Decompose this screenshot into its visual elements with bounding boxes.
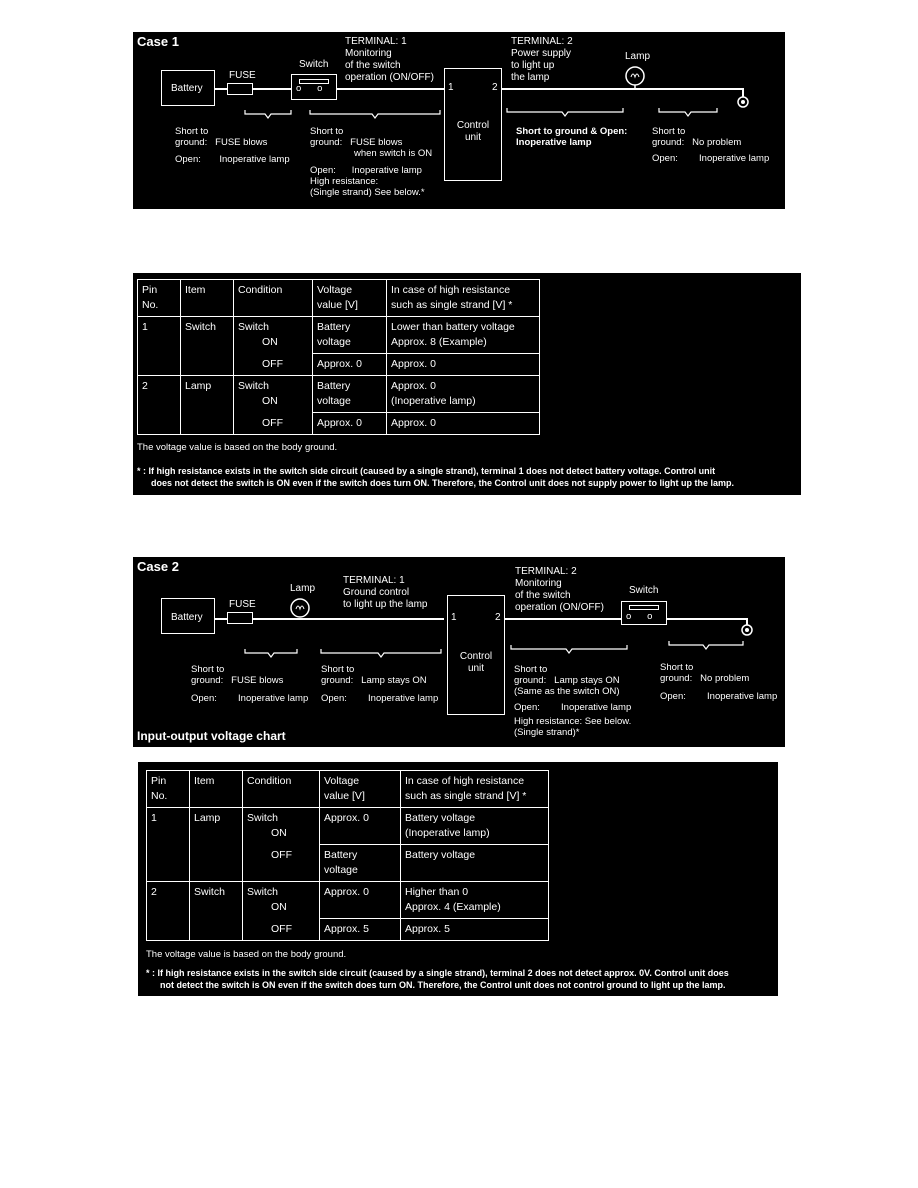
lamp-label: Lamp [625, 51, 651, 62]
section-braces [133, 557, 785, 747]
text-line [652, 137, 769, 148]
text-line: Approx. 0 [391, 380, 436, 392]
label: Open: [310, 165, 336, 176]
text-line: Switch [238, 321, 269, 333]
case1-fuse-short [175, 126, 290, 165]
item-cell: Switch [181, 317, 234, 376]
header-cell: Item [190, 771, 243, 808]
high-cell [401, 882, 549, 919]
text-line: (Single strand) See below.* [310, 187, 425, 198]
text-line: Short to [175, 126, 209, 137]
label: ground: [514, 675, 547, 686]
header-cell: Item [181, 280, 234, 317]
lamp-label: Lamp [290, 583, 316, 594]
value: Inoperative lamp [351, 165, 422, 176]
text-line: OFF [262, 357, 283, 370]
table-header [147, 771, 549, 808]
case1-diagram [133, 32, 785, 209]
text-line: Battery [317, 380, 351, 392]
table2-note: The voltage value is based on the body ground. [146, 949, 347, 960]
text-line: (Same as the switch ON) [514, 686, 620, 697]
text-line: such as single strand [V] * [405, 790, 527, 802]
text-line: of the switch [345, 60, 401, 71]
text-line: ON [271, 827, 287, 839]
high-cell [401, 808, 549, 845]
text-line: Short to [652, 126, 686, 137]
header-cell [313, 280, 387, 317]
volt-cell [320, 845, 401, 882]
text-line [191, 675, 308, 686]
text-line: Pin [151, 775, 167, 787]
text-line: to light up [511, 60, 555, 71]
case2-title: Case 2 [137, 559, 179, 574]
switch-contact-icon: o o [626, 611, 653, 622]
text-line: Voltage [317, 284, 353, 296]
value: FUSE blows [350, 137, 403, 148]
cond-cell [234, 317, 313, 354]
header-cell [138, 280, 181, 317]
text-line: voltage [317, 395, 351, 407]
volt-cell [313, 376, 387, 413]
text-line [191, 693, 308, 704]
value: Lamp stays ON [554, 675, 620, 686]
text-line: unit [464, 132, 482, 143]
label: Open: [652, 153, 678, 164]
cond-cell [243, 919, 320, 941]
pin-cell: 1 [147, 808, 190, 882]
fuse-label: FUSE [229, 599, 256, 610]
text-line: OFF [271, 848, 292, 861]
text-line [321, 693, 438, 704]
table-row [147, 882, 549, 919]
item-cell: Switch [190, 882, 243, 941]
value: Inoperative lamp [219, 154, 290, 165]
value: Inoperative lamp [707, 691, 778, 702]
pin-cell: 2 [147, 882, 190, 941]
text-line: Higher than 0 [405, 886, 469, 898]
header-cell [401, 771, 549, 808]
table2-panel [138, 762, 778, 996]
label: ground: [191, 675, 224, 686]
cond-cell [234, 376, 313, 413]
text-line: Control [459, 651, 493, 662]
text-line: Power supply [511, 48, 572, 59]
text-line: In case of high resistance [405, 775, 525, 787]
text-line: ON [271, 901, 287, 913]
cond-cell [234, 354, 313, 376]
switch-label: Switch [299, 59, 329, 70]
text-line: ON [262, 395, 278, 407]
table-header [138, 280, 540, 317]
text-line: voltage [324, 864, 358, 876]
volt-cell: Approx. 0 [320, 808, 401, 845]
volt-cell: Approx. 0 [313, 354, 387, 376]
text-line: Battery voltage [405, 812, 476, 824]
volt-cell: Approx. 5 [320, 919, 401, 941]
header-cell [387, 280, 540, 317]
case1-terminal2-short [516, 126, 627, 148]
header-cell: Condition [234, 280, 313, 317]
table-row [147, 808, 549, 845]
text-line: such as single strand [V] * [391, 299, 513, 311]
text-line: Short to [514, 664, 548, 675]
text-line: Short to [660, 662, 694, 673]
text-line: OFF [271, 922, 292, 935]
high-cell: Battery voltage [401, 845, 549, 882]
high-cell: Approx. 0 [387, 413, 540, 435]
text-line: No. [151, 790, 168, 802]
text-line: (Inoperative lamp) [391, 395, 476, 407]
text-line: does not detect the switch is ON even if the switch does turn ON. Therefore, the Control unit does not supply power to light up the lamp. [151, 478, 735, 488]
label: ground: [310, 137, 343, 148]
pin-1-label: 1 [448, 82, 454, 93]
text-line: the lamp [511, 72, 550, 83]
voltage-table-1 [137, 279, 540, 435]
text-line: OFF [262, 416, 283, 429]
text-line [175, 154, 290, 165]
case1-switch-short [310, 126, 432, 198]
value: No problem [692, 137, 742, 148]
table1-panel [133, 273, 801, 495]
text-line: No. [142, 299, 159, 311]
text-line: when switch is ON [354, 148, 433, 159]
volt-cell: Approx. 0 [320, 882, 401, 919]
cond-cell [243, 845, 320, 882]
label: Open: [660, 691, 686, 702]
high-cell: Approx. 0 [387, 354, 540, 376]
table2-footnote [146, 967, 729, 991]
text-line: Short to [321, 664, 355, 675]
voltage-table-2 [146, 770, 549, 941]
label: ground: [175, 137, 208, 148]
text-line: Inoperative lamp [516, 137, 592, 148]
label: Open: [175, 154, 201, 165]
text-line: TERMINAL: 1 [345, 36, 407, 47]
value: Lamp stays ON [361, 675, 427, 686]
table1-footnote [137, 465, 734, 489]
item-cell: Lamp [190, 808, 243, 882]
table-row [138, 317, 540, 354]
pin-1-label: 1 [451, 612, 457, 623]
value: FUSE blows [231, 675, 284, 686]
text-line: Battery [317, 321, 351, 333]
case2-lamp-short [321, 664, 438, 704]
text-line [660, 673, 777, 684]
text-line: Battery [324, 849, 358, 861]
text-line: Switch [247, 886, 278, 898]
case1-title: Case 1 [137, 34, 179, 49]
fuse-label: FUSE [229, 70, 256, 81]
label: Open: [321, 693, 347, 704]
text-line: High resistance: See below. [514, 716, 632, 727]
pin-cell: 1 [138, 317, 181, 376]
header-cell [320, 771, 401, 808]
label: Open: [514, 702, 540, 713]
text-line: (Single strand)* [514, 727, 580, 738]
text-line [652, 153, 769, 164]
text-line: Pin [142, 284, 158, 296]
label: ground: [321, 675, 354, 686]
text-line: Lower than battery voltage [391, 321, 515, 333]
cond-cell [234, 413, 313, 435]
switch-contact-icon: o o [296, 83, 323, 94]
chart-title: Input-output voltage chart [137, 729, 286, 743]
value: Inoperative lamp [238, 693, 309, 704]
switch-label: Switch [629, 585, 659, 596]
text-line: TERMINAL: 2 [515, 566, 577, 577]
text-line: Monitoring [345, 48, 392, 59]
text-line: High resistance: [310, 176, 379, 187]
text-line [321, 675, 438, 686]
high-cell: Approx. 5 [401, 919, 549, 941]
text-line: Switch [247, 812, 278, 824]
volt-cell [313, 317, 387, 354]
label: ground: [660, 673, 693, 684]
text-line: Short to [191, 664, 225, 675]
section-braces [133, 32, 785, 209]
value: Inoperative lamp [561, 702, 632, 713]
cond-cell [243, 808, 320, 845]
pin-2-label: 2 [492, 82, 498, 93]
pin-cell: 2 [138, 376, 181, 435]
text-line: Control [456, 120, 490, 131]
item-cell: Lamp [181, 376, 234, 435]
text-line [514, 702, 631, 713]
text-line: not detect the switch is ON even if the switch does turn ON. Therefore, the Control unit does not control ground to light up the lamp. [160, 980, 726, 990]
text-line: of the switch [515, 590, 571, 601]
text-line: (Inoperative lamp) [405, 827, 490, 839]
pin-2-label: 2 [495, 612, 501, 623]
text-line: operation (ON/OFF) [515, 602, 604, 613]
text-line: Ground control [343, 587, 410, 598]
text-line: Switch [238, 380, 269, 392]
value: No problem [700, 673, 750, 684]
text-line: Short to ground & Open: [516, 126, 628, 137]
text-line: TERMINAL: 1 [343, 575, 405, 586]
case2-diagram [133, 557, 785, 747]
text-line: value [V] [317, 299, 358, 311]
case2-terminal2-short [514, 664, 631, 738]
text-line: value [V] [324, 790, 365, 802]
text-line: Voltage [324, 775, 360, 787]
label: ground: [652, 137, 685, 148]
high-cell [387, 317, 540, 354]
text-line [175, 137, 290, 148]
text-line: voltage [317, 336, 351, 348]
battery-label: Battery [171, 83, 203, 94]
text-line [660, 691, 777, 702]
battery-label: Battery [171, 612, 203, 623]
text-line: Monitoring [515, 578, 562, 589]
table-row [138, 376, 540, 413]
text-line: to light up the lamp [343, 599, 428, 610]
value: Inoperative lamp [699, 153, 770, 164]
text-line: Approx. 8 (Example) [391, 336, 487, 348]
high-cell [387, 376, 540, 413]
text-line: * : If high resistance exists in the switch side circuit (caused by a single strand), terminal 2 does not detect approx. 0V. Control unit does [146, 968, 729, 978]
value: Inoperative lamp [368, 693, 439, 704]
text-line: ON [262, 336, 278, 348]
text-line [514, 675, 631, 686]
text-line: TERMINAL: 2 [511, 36, 573, 47]
case2-switch-short [660, 662, 777, 702]
text-line: In case of high resistance [391, 284, 511, 296]
text-line: unit [467, 663, 485, 674]
cond-cell [243, 882, 320, 919]
table1-note: The voltage value is based on the body ground. [137, 442, 338, 453]
header-cell: Condition [243, 771, 320, 808]
case1-lamp-short [652, 126, 769, 164]
volt-cell: Approx. 0 [313, 413, 387, 435]
value: FUSE blows [215, 137, 268, 148]
text-line: Approx. 4 (Example) [405, 901, 501, 913]
case2-fuse-short [191, 664, 308, 704]
header-cell [147, 771, 190, 808]
text-line: Short to [310, 126, 344, 137]
text-line: * : If high resistance exists in the switch side circuit (caused by a single strand), terminal 1 does not detect battery voltage. Control unit [137, 466, 716, 476]
text-line [310, 137, 432, 148]
text-line [310, 165, 432, 176]
label: Open: [191, 693, 217, 704]
text-line: operation (ON/OFF) [345, 72, 434, 83]
